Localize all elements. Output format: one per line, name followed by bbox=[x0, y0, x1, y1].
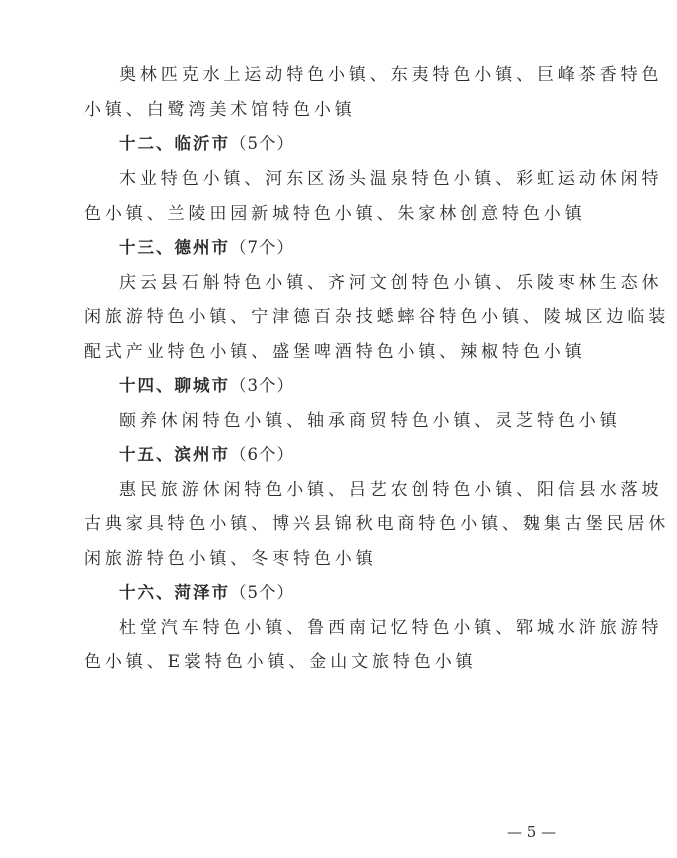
section-heading-binzhou bbox=[119, 444, 294, 466]
page-number: — 5 — bbox=[507, 823, 557, 841]
body-line: 颐养休闲特色小镇、轴承商贸特色小镇、灵芝特色小镇 bbox=[119, 411, 621, 431]
section-heading-liaocheng bbox=[119, 375, 294, 397]
body-line: 杜堂汽车特色小镇、鲁西南记忆特色小镇、郓城水浒旅游特 bbox=[119, 618, 663, 638]
body-line: 奥林匹克水上运动特色小镇、东夷特色小镇、巨峰茶香特色 bbox=[119, 65, 663, 85]
heading-count: （7个） bbox=[230, 238, 294, 257]
body-line: 古典家具特色小镇、博兴县锦秋电商特色小镇、魏集古堡民居休 bbox=[84, 514, 670, 534]
heading-count: （3个） bbox=[230, 376, 294, 395]
section-heading-dezhou bbox=[119, 237, 294, 259]
heading-count: （5个） bbox=[230, 583, 294, 602]
heading-label: 十六、菏泽市 bbox=[119, 583, 230, 602]
body-line: 惠民旅游休闲特色小镇、吕艺农创特色小镇、阳信县水落坡 bbox=[119, 480, 663, 500]
heading-label: 十二、临沂市 bbox=[119, 134, 230, 153]
heading-label: 十三、德州市 bbox=[119, 238, 230, 257]
heading-count: （6个） bbox=[230, 445, 294, 464]
body-line: 庆云县石斛特色小镇、齐河文创特色小镇、乐陵枣林生态休 bbox=[119, 273, 663, 293]
body-line: 闲旅游特色小镇、宁津德百杂技蟋蟀谷特色小镇、陵城区边临装 bbox=[84, 307, 670, 327]
body-line: 色小镇、兰陵田园新城特色小镇、朱家林创意特色小镇 bbox=[84, 204, 586, 224]
heading-label: 十四、聊城市 bbox=[119, 376, 230, 395]
section-heading-linyi bbox=[119, 133, 294, 155]
heading-count: （5个） bbox=[230, 134, 294, 153]
body-line: 色小镇、E裳特色小镇、金山文旅特色小镇 bbox=[84, 652, 477, 672]
body-line: 小镇、白鹭湾美术馆特色小镇 bbox=[84, 100, 356, 120]
heading-label: 十五、滨州市 bbox=[119, 445, 230, 464]
body-line: 配式产业特色小镇、盛堡啤酒特色小镇、辣椒特色小镇 bbox=[84, 342, 586, 362]
body-line: 木业特色小镇、河东区汤头温泉特色小镇、彩虹运动休闲特 bbox=[119, 169, 663, 189]
body-line: 闲旅游特色小镇、冬枣特色小镇 bbox=[84, 549, 377, 569]
section-heading-heze bbox=[119, 582, 294, 604]
